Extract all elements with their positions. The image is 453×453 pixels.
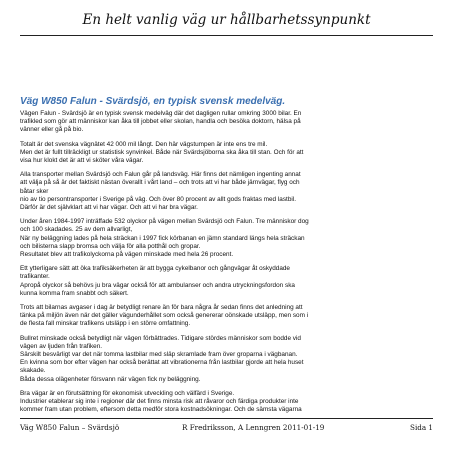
paragraph-line: och 100 skadades. 25 av dem allvarligt,	[20, 226, 133, 234]
paragraph-line: Industrier etablerar sig inte i regioner där det finns minsta risk att råvaror och färdiga produkter inte	[20, 398, 299, 406]
paragraph-line: Under åren 1984-1997 inträffade 532 olyckor på vägen mellan Svärdsjö och Falun. Tre människor dog	[20, 218, 309, 226]
paragraph-line: nio av tio persontransporter i Sverige på väg. Och över 80 procent av allt gods fraktas med lastbil.	[20, 195, 297, 203]
paragraph-line: visa hur klokt det är att vi sköter våra vägar.	[20, 157, 144, 165]
footer-page-number: Sida 1	[410, 423, 433, 432]
page-header-title: En helt vanlig väg ur hållbarhetssynpunkt	[82, 12, 371, 28]
paragraph-line: de flesta fall minskar trafikens utsläpp i en större omfattning.	[20, 320, 191, 328]
paragraph-line: Totalt är det svenska vägnätet 42 000 mil långt. Den här vägstumpen är inte ens tre mil.	[20, 140, 268, 148]
paragraph	[20, 218, 433, 259]
paragraph-line: vägen av ljuden från trafiken.	[20, 342, 103, 350]
paragraph-line: trafikanter.	[20, 273, 50, 281]
paragraph-line: tänka på miljön även när det gäller vägunderhållet som också genererar oönskade utsläpp, men som i	[20, 312, 309, 320]
paragraph-line: båtar sker	[20, 187, 49, 195]
paragraph	[20, 335, 433, 384]
paragraph-line: Ett ytterligare sätt att öka trafiksäkerheten är att bygga cykelbanor och gångvägar åt oskyddade	[20, 265, 290, 273]
paragraph-line: och bilisterna slapp bromsa och välja för alla potthål och gropar.	[20, 242, 201, 250]
document-body	[20, 96, 433, 421]
paragraph-line: Alla transporter mellan Svärdsjö och Falun går på landsväg. Här finns det nämligen ingenting annat	[20, 171, 301, 179]
paragraph	[20, 265, 433, 298]
paragraph-line: kommer fram utan problem, eftersom detta medför stora kostnadsökningar. Och de sämsta vägarna	[20, 406, 302, 414]
paragraph-line: Båda dessa olägenheter försvann när vägen fick ny beläggning.	[20, 375, 201, 383]
paragraph-line: När ny beläggning lades på hela sträckan i 1997 fick körbanan en jämn standard längs hela sträckan	[20, 234, 305, 242]
footer-divider	[20, 418, 433, 419]
paragraph	[20, 304, 433, 329]
paragraph-line: trafikled som gör att människor kan åka till jobbet eller skolan, handla och besöka doktorn, hälsa på	[20, 118, 301, 126]
paragraph-line: Därför är det självklart att vi har vägar. Och att vi har bra vägar.	[20, 204, 198, 212]
paragraph-line: Bullret minskade också betydligt när vägen förbättrades. Tidigare stördes människor som bodde vid	[20, 334, 301, 342]
paragraph	[20, 171, 433, 212]
paragraph-line: skakade.	[20, 367, 46, 375]
paragraph-line: Trots att bilarnas avgaser i dag är betydligt renare än för bara några år sedan finns det anledning att	[20, 304, 303, 312]
paragraph	[20, 110, 433, 135]
paragraph-line: En kvinna som bor efter vägen har också berättat att vibrationerna från lastbilar gjorde att hela huset	[20, 359, 304, 367]
paragraph-list	[20, 110, 433, 415]
paragraph-line: Bra vägar är en förutsättning för ekonomisk utveckling och välfärd i Sverige.	[20, 389, 235, 397]
paragraph	[20, 390, 433, 415]
paragraph-line: Men det är fullt tillräckligt ur statistisk synvinkel. Både när Svärdsjöborna ska åka till stan. Och för att	[20, 148, 304, 156]
paragraph	[20, 141, 433, 166]
paragraph-line: Resultatet blev att trafikolyckorna på vägen minskade med hela 26 procent.	[20, 251, 234, 259]
paragraph-line: Särskilt besvärligt var det när tomma lastbilar med släp skramlade fram över groparna i vägbanan.	[20, 351, 298, 359]
paragraph-line: Vägen Falun - Svärdsjö är en typisk svensk medelväg där det dagligen rullar omkring 3000 bilar. En	[20, 110, 302, 117]
document-title: Väg W850 Falun - Svärdsjö, en typisk svensk medelväg.	[20, 96, 286, 107]
header-divider	[20, 35, 433, 36]
paragraph-line: Apropå olyckor så behövs ju bra vägar också för att ambulanser och andra utryckningsfordon ska	[20, 281, 295, 289]
footer-document-name: Väg W850 Falun – Svärdsjö	[20, 423, 120, 432]
footer-authors-date: R Fredriksson, A Lenngren 2011-01-19	[182, 423, 325, 432]
paragraph-line: att välja på så är det faktiskt nästan överallt i vårt land – och trots att vi har både järnvägar, flyg och	[20, 179, 300, 187]
paragraph-line: kunna komma fram snabbt och säkert.	[20, 289, 129, 297]
paragraph-line: vänner eller gå på bio.	[20, 126, 84, 134]
